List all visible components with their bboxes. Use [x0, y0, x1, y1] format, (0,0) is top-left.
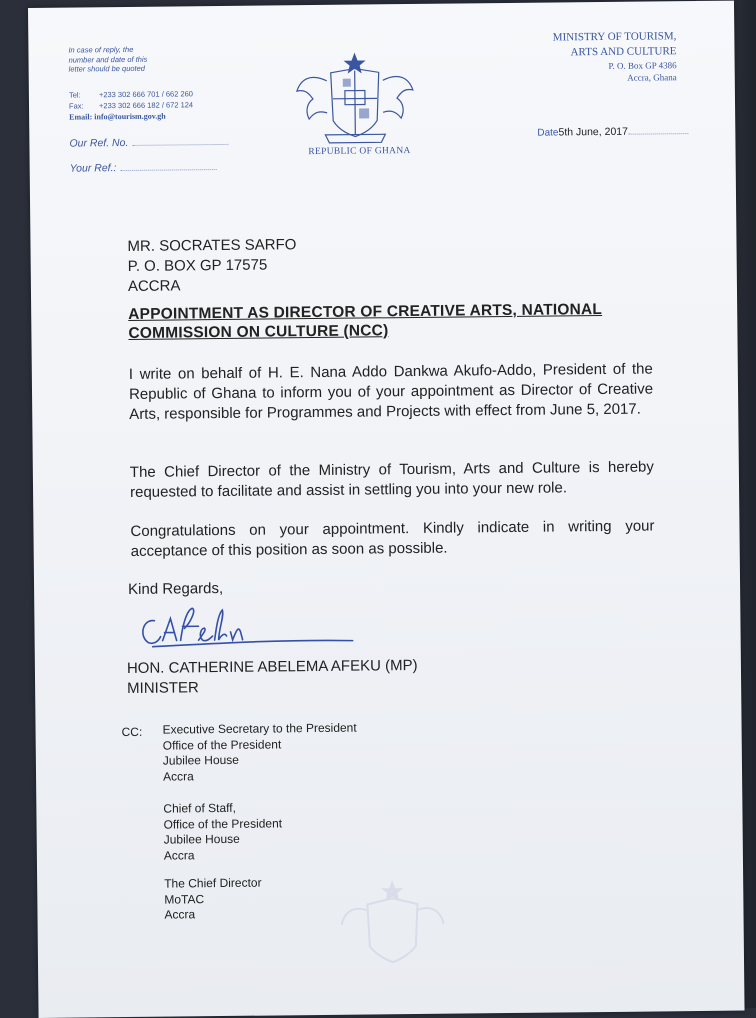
ministry-box: P. O. Box GP 4386: [553, 59, 677, 72]
watermark-coat-of-arms-icon: [337, 880, 448, 971]
ministry-name-line1: MINISTRY OF TOURISM,: [553, 29, 677, 45]
signer-name: HON. CATHERINE ABELEMA AFEKU (MP): [127, 656, 418, 679]
signer-title: MINISTER: [127, 676, 418, 699]
closing: Kind Regards,: [128, 579, 223, 600]
ministry-name-line2: ARTS AND CULTURE: [553, 44, 677, 60]
recipient-name: MR. SOCRATES SARFO: [127, 235, 296, 257]
tel-label: Tel:: [69, 89, 99, 100]
tel-number: +233 302 666 701 / 662 260: [99, 89, 193, 99]
paragraph-appointment: I write on behalf of H. E. Nana Addo Dankwa Akufo-Addo, President of the Republic of Ghana to inform you of your appointment as Director of Creative Arts, responsible for Programmes and Projects with effect from June 5, 2017.: [129, 359, 654, 424]
coat-of-arms-icon: [290, 50, 419, 147]
ministry-address: [553, 29, 677, 84]
email-address: Email: info@tourism.gov.gh: [69, 110, 193, 122]
date-value: 5th June, 2017: [558, 126, 628, 139]
recipient-box: P. O. BOX GP 17575: [128, 255, 297, 277]
reply-note: In case of reply, the number and date of this letter should be quoted: [68, 44, 198, 74]
contact-block: [69, 88, 193, 122]
date-field: [537, 125, 688, 139]
cc-recipient-chief-director: The Chief Director MoTAC Accra: [164, 876, 262, 924]
date-label: Date: [537, 127, 558, 138]
recipient-city: ACCRA: [128, 275, 297, 297]
your-ref: Your Ref.:: [70, 161, 217, 175]
fax-label: Fax:: [69, 100, 99, 111]
cc-recipient-executive-secretary: Executive Secretary to the President Office of the President Jubilee House Accra: [162, 721, 357, 785]
recipient-address: [127, 235, 297, 297]
our-ref: Our Ref. No.: [69, 136, 228, 150]
letter-subject: APPOINTMENT AS DIRECTOR OF CREATIVE ARTS, NATIONAL COMMISSION ON CULTURE (NCC): [128, 300, 648, 343]
cc-recipient-chief-of-staff: Chief of Staff, Office of the President Jubilee House Accra: [163, 800, 282, 863]
cc-label: CC:: [122, 725, 143, 739]
letter-page: [28, 1, 745, 1018]
signer-block: [127, 656, 418, 699]
paragraph-congratulations: Congratulations on your appointment. Kindly indicate in writing your acceptance of this position as soon as possible.: [130, 516, 654, 561]
fax-number: +233 302 666 182 / 672 124: [99, 100, 193, 110]
ministry-city: Accra, Ghana: [553, 71, 677, 84]
handwritten-signature: [132, 595, 363, 657]
republic-caption: REPUBLIC OF GHANA: [299, 146, 419, 157]
paragraph-chief-director: The Chief Director of the Ministry of Tourism, Arts and Culture is hereby requested to facilitate and assist in settling you into your new role.: [130, 457, 654, 502]
